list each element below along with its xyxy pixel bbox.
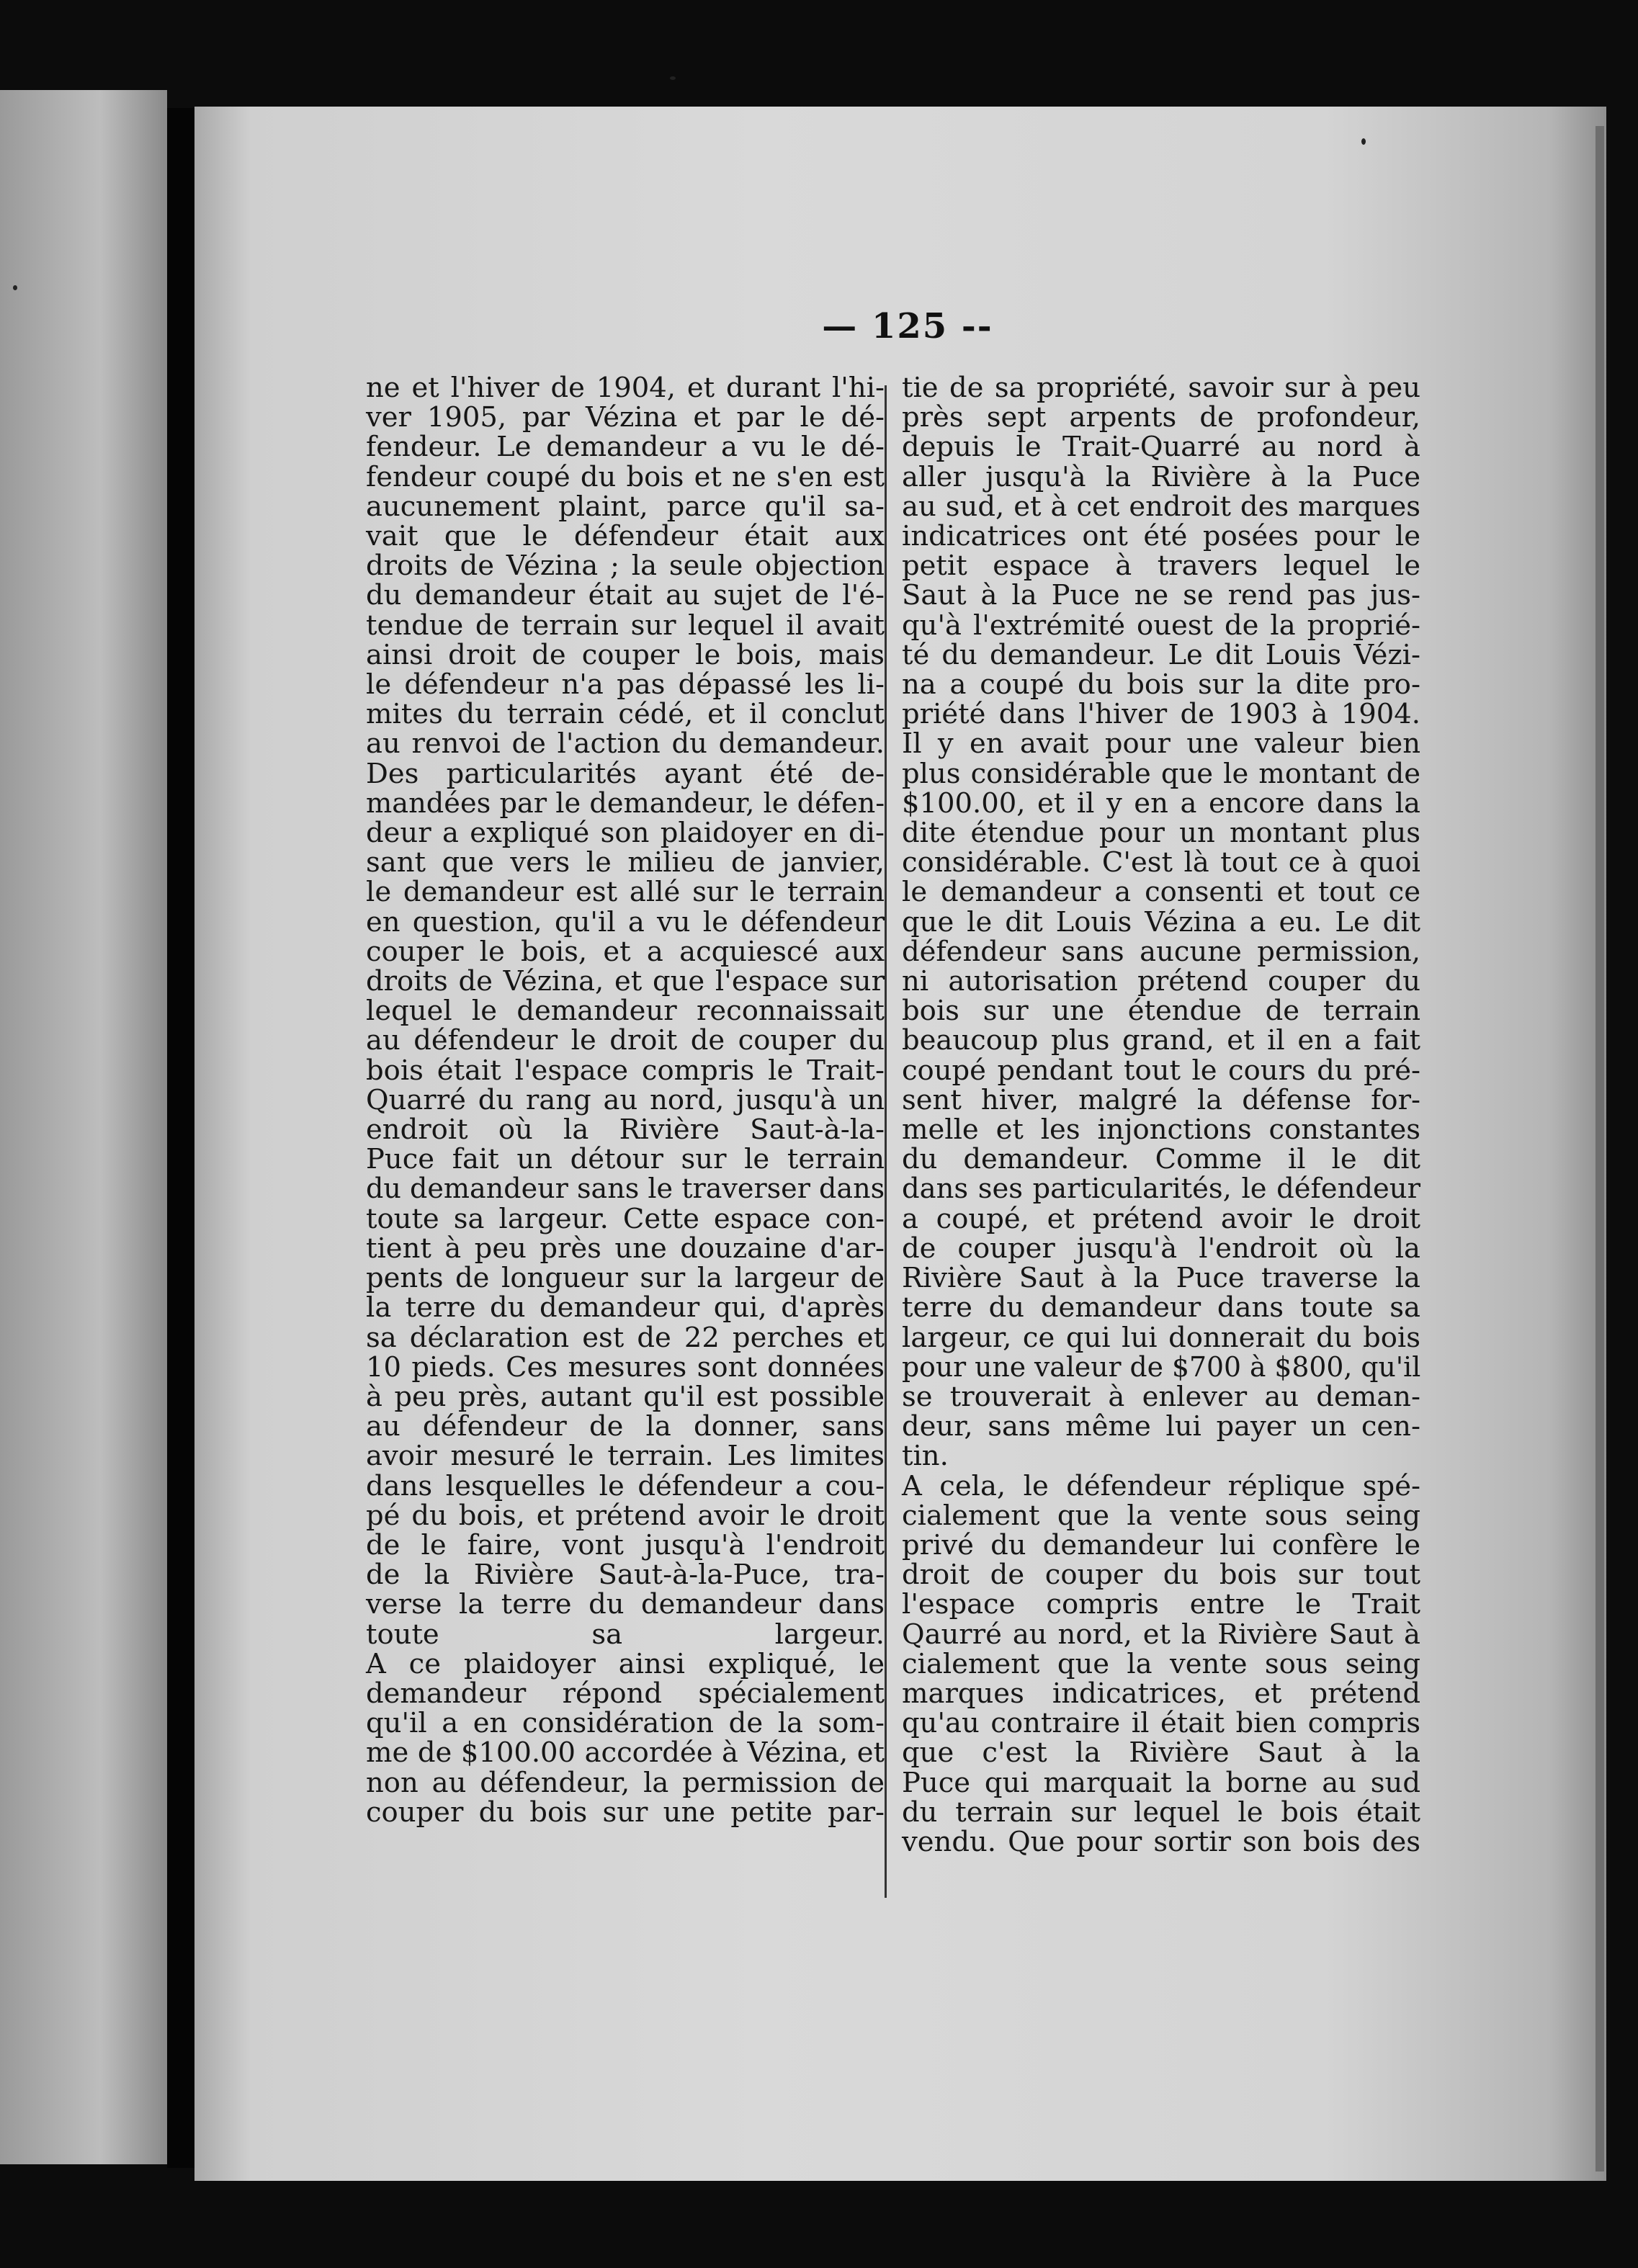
- text-line: demandeur répond spécialement: [366, 1677, 885, 1710]
- text-line: le demandeur a consenti et tout ce: [902, 876, 1420, 909]
- text-line: non au défendeur, la permission de: [366, 1766, 885, 1799]
- paragraph: [902, 373, 1420, 1471]
- text-line: en question, qu'il a vu le défendeur: [366, 905, 885, 938]
- text-line: droit de couper du bois sur tout: [902, 1559, 1420, 1592]
- text-line: deur a expliqué son plaidoyer en di-: [366, 817, 885, 850]
- text-line: qu'à l'extrémité ouest de la proprié-: [902, 609, 1420, 642]
- text-line: le demandeur est allé sur le terrain: [366, 876, 885, 909]
- text-line: priété dans l'hiver de 1903 à 1904.: [902, 698, 1420, 731]
- text-line: l'espace compris entre le Trait: [902, 1588, 1420, 1621]
- text-line: sent hiver, malgré la défense for-: [902, 1083, 1420, 1116]
- paragraph: [366, 759, 885, 1649]
- text-line: sant que vers le milieu de janvier,: [366, 846, 885, 879]
- text-line: droits de Vézina ; la seule objection: [366, 550, 885, 583]
- text-line: dans ses particularités, le défendeur: [902, 1173, 1420, 1206]
- text-line: marques indicatrices, et prétend: [902, 1677, 1420, 1710]
- text-line: au sud, et à cet endroit des marques: [902, 490, 1420, 523]
- text-line: ver 1905, par Vézina et par le dé-: [366, 401, 885, 434]
- facing-page-edge: [0, 90, 167, 2164]
- text-line: depuis le Trait-Quarré au nord à: [902, 431, 1420, 464]
- text-line: petit espace à travers lequel le: [902, 550, 1420, 583]
- text-line: mandées par le demandeur, le défen-: [366, 786, 885, 820]
- text-line: na a coupé du bois sur la dite pro-: [902, 668, 1420, 702]
- text-line: endroit où la Rivière Saut-à-la-: [366, 1113, 885, 1147]
- dust-speck: [670, 76, 676, 80]
- text-line: A ce plaidoyer ainsi expliqué, le: [366, 1647, 885, 1680]
- text-line: vait que le défendeur était aux: [366, 520, 885, 553]
- book-binding-gutter: [167, 108, 194, 2168]
- text-line: du demandeur était au sujet de l'é-: [366, 579, 885, 612]
- dust-speck: [1361, 138, 1366, 145]
- text-line: ne et l'hiver de 1904, et durant l'hi-: [366, 372, 885, 404]
- text-line: 10 pieds. Ces mesures sont données: [366, 1350, 885, 1384]
- text-line: té du demandeur. Le dit Louis Vézi-: [902, 638, 1420, 671]
- text-line: près sept arpents de profondeur,: [902, 401, 1420, 434]
- text-line: deur, sans même lui payer un cen-: [902, 1410, 1420, 1443]
- paragraph: [902, 1471, 1420, 1857]
- paragraph: [366, 373, 885, 759]
- text-line: terre du demandeur dans toute sa: [902, 1291, 1420, 1325]
- text-line: que le dit Louis Vézina a eu. Le dit: [902, 905, 1420, 938]
- text-line: aller jusqu'à la Rivière à la Puce: [902, 460, 1420, 493]
- text-line: Il y en avait pour une valeur bien: [902, 727, 1420, 761]
- right-text-column: [902, 373, 1420, 1857]
- text-line: pé du bois, et prétend avoir le droit: [366, 1499, 885, 1532]
- text-line: au renvoi de l'action du demandeur.: [366, 727, 885, 761]
- text-line: qu'il a en considération de la som-: [366, 1707, 885, 1740]
- text-line: mites du terrain cédé, et il conclut: [366, 698, 885, 731]
- text-line: défendeur sans aucune permission,: [902, 935, 1420, 968]
- text-line: pents de longueur sur la largeur de: [366, 1262, 885, 1295]
- text-line: bois était l'espace compris le Trait-: [366, 1054, 885, 1087]
- text-line: largeur, ce qui lui donnerait du bois: [902, 1321, 1420, 1354]
- text-line: du demandeur sans le traverser dans: [366, 1173, 885, 1206]
- text-line: sa déclaration est de 22 perches et: [366, 1321, 885, 1354]
- dust-speck: [13, 285, 17, 290]
- text-line: au défendeur de la donner, sans: [366, 1410, 885, 1443]
- text-line: de couper jusqu'à l'endroit où la: [902, 1232, 1420, 1265]
- page-right-edge: [1596, 126, 1604, 2171]
- text-line: melle et les injonctions constantes: [902, 1113, 1420, 1147]
- text-line: Des particularités ayant été de-: [366, 757, 885, 790]
- text-line: à peu près, autant qu'il est possible: [366, 1380, 885, 1413]
- text-line: toute sa largeur.: [366, 1618, 885, 1651]
- text-line: plus considérable que le montant de: [902, 757, 1420, 790]
- text-line: $100.00, et il y en a encore dans la: [902, 786, 1420, 820]
- text-line: tient à peu près une douzaine d'ar-: [366, 1232, 885, 1265]
- text-line: bois sur une étendue de terrain: [902, 995, 1420, 1028]
- text-line: la terre du demandeur qui, d'après: [366, 1291, 885, 1325]
- text-line: ainsi droit de couper le bois, mais: [366, 638, 885, 671]
- text-line: du terrain sur lequel le bois était: [902, 1796, 1420, 1829]
- text-line: tin.: [902, 1440, 949, 1473]
- text-line: privé du demandeur lui confère le: [902, 1528, 1420, 1561]
- text-line: Qaurré au nord, et la Rivière Saut à: [902, 1618, 1420, 1651]
- text-line: qu'au contraire il était bien compris: [902, 1707, 1420, 1740]
- text-line: a coupé, et prétend avoir le droit: [902, 1202, 1420, 1235]
- text-line: droits de Vézina, et que l'espace sur: [366, 965, 885, 998]
- text-line: couper le bois, et a acquiescé aux: [366, 935, 885, 968]
- text-line: coupé pendant tout le cours du pré-: [902, 1054, 1420, 1087]
- text-line: de le faire, vont jusqu'à l'endroit: [366, 1528, 885, 1561]
- text-line: dans lesquelles le défendeur a cou-: [366, 1469, 885, 1502]
- text-line: lequel le demandeur reconnaissait: [366, 995, 885, 1028]
- column-divider: [885, 385, 887, 1898]
- text-line: se trouverait à enlever au deman-: [902, 1380, 1420, 1413]
- text-line: pour une valeur de $700 à $800, qu'il: [902, 1350, 1421, 1384]
- text-line: cialement que la vente sous seing: [902, 1499, 1420, 1532]
- text-line: avoir mesuré le terrain. Les limites: [366, 1440, 885, 1473]
- text-line: ni autorisation prétend couper du: [902, 965, 1420, 998]
- text-line: Rivière Saut à la Puce traverse la: [902, 1262, 1420, 1295]
- text-line: le défendeur n'a pas dépassé les li-: [366, 668, 885, 702]
- text-line: fendeur coupé du bois et ne s'en est: [366, 460, 885, 493]
- text-line: dite étendue pour un montant plus: [902, 817, 1420, 850]
- text-line: verse la terre du demandeur dans: [366, 1588, 885, 1621]
- text-line: couper du bois sur une petite par-: [366, 1796, 885, 1829]
- text-line: Puce fait un détour sur le terrain: [366, 1143, 885, 1176]
- left-text-column: [366, 373, 885, 1827]
- text-line: Saut à la Puce ne se rend pas jus-: [902, 579, 1420, 612]
- text-line: A cela, le défendeur réplique spé-: [902, 1469, 1420, 1502]
- text-line: toute sa largeur. Cette espace con-: [366, 1202, 885, 1235]
- paragraph: [366, 1649, 885, 1827]
- text-line: aucunement plaint, parce qu'il sa-: [366, 490, 885, 523]
- text-line: tendue de terrain sur lequel il avait: [366, 609, 885, 642]
- page-number: — 125 --: [822, 306, 993, 346]
- text-line: Puce qui marquait la borne au sud: [902, 1766, 1420, 1799]
- text-line: beaucoup plus grand, et il en a fait: [902, 1024, 1420, 1057]
- text-line: vendu. Que pour sortir son bois des: [902, 1825, 1420, 1858]
- text-line: du demandeur. Comme il le dit: [902, 1143, 1420, 1176]
- text-line: de la Rivière Saut-à-la-Puce, tra-: [366, 1559, 885, 1592]
- text-line: me de $100.00 accordée à Vézina, et: [366, 1736, 885, 1770]
- text-line: que c'est la Rivière Saut à la: [902, 1736, 1420, 1770]
- text-line: fendeur. Le demandeur a vu le dé-: [366, 431, 885, 464]
- text-line: au défendeur le droit de couper du: [366, 1024, 885, 1057]
- text-line: cialement que la vente sous seing: [902, 1647, 1420, 1680]
- text-line: tie de sa propriété, savoir sur à peu: [902, 372, 1420, 404]
- text-line: indicatrices ont été posées pour le: [902, 520, 1420, 553]
- text-line: considérable. C'est là tout ce à quoi: [902, 846, 1420, 879]
- text-line: Quarré du rang au nord, jusqu'à un: [366, 1083, 885, 1116]
